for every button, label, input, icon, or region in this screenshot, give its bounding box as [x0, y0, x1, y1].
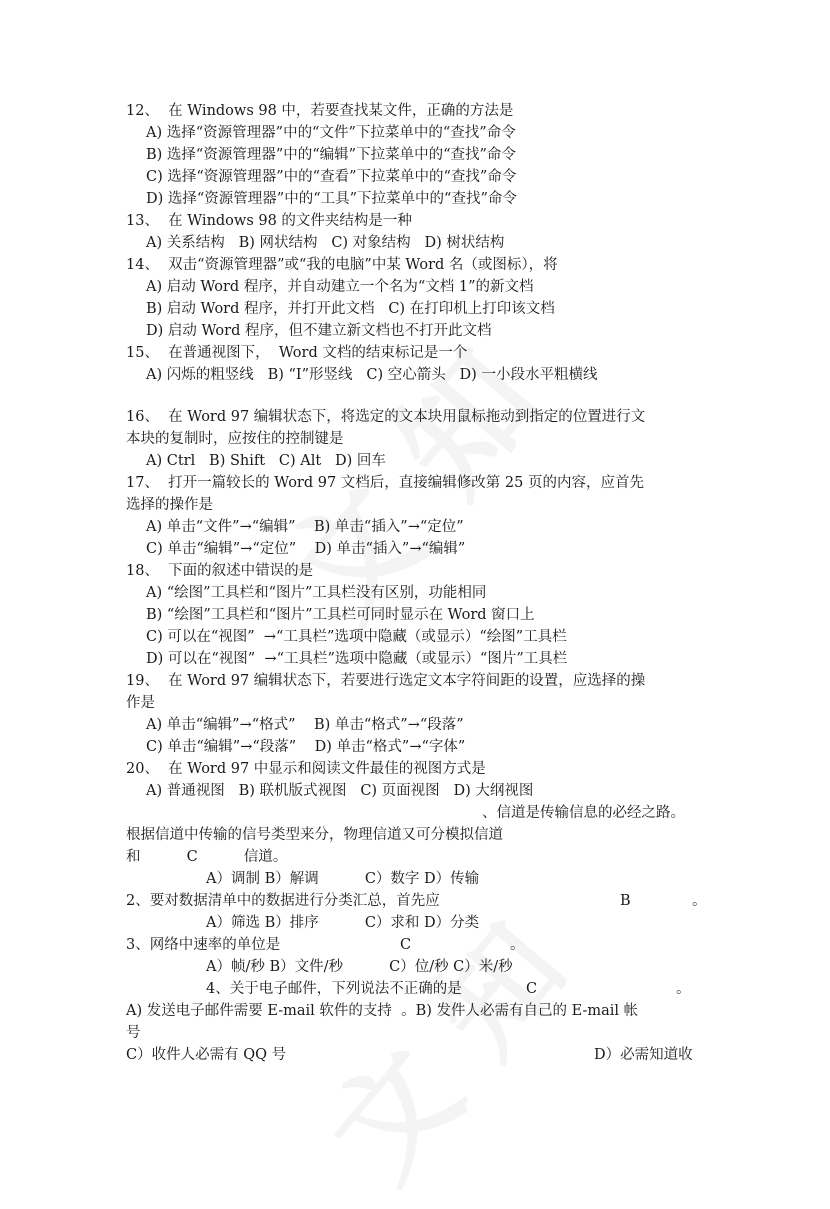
q14-option-a: A) 启动 Word 程序，并自动建立一个名为“文档 1”的新文档: [146, 279, 534, 295]
question-4-answer: C: [526, 981, 538, 997]
q12-option-c: C) 选择“资源管理器”中的“查看”下拉菜单中的“查找”命令: [146, 169, 517, 185]
question-3-period: 。: [510, 937, 525, 953]
q18-option-b: B) “绘图”工具栏和“图片”工具栏可同时显示在 Word 窗口上: [146, 607, 535, 623]
question-4-period: 。: [676, 981, 691, 997]
q1-options: A）调制 B）解调 C）数字 D）传输: [206, 871, 480, 887]
q4-option-c: C）收件人必需有 QQ 号: [126, 1047, 287, 1063]
question-12: 12、 在 Windows 98 中，若要查找某文件，正确的方法是: [126, 103, 514, 119]
question-2-period: 。: [692, 893, 707, 909]
question-17-cont: 选择的操作是: [126, 497, 213, 513]
q12-option-a: A) 选择“资源管理器”中的“文件”下拉菜单中的“查找”命令: [146, 125, 516, 141]
question-17: 17、 打开一篇较长的 Word 97 文档后，直接编辑修改第 25 页的内容，应首先: [126, 475, 644, 491]
question-16: 16、 在 Word 97 编辑状态下，将选定的文本块用鼠标拖动到指定的位置进行文: [126, 409, 646, 425]
question-13: 13、 在 Windows 98 的文件夹结构是一种: [126, 213, 412, 229]
q16-options: A) Ctrl B) Shift C) Alt D) 回车: [146, 453, 386, 469]
question-14: 14、 双击“资源管理器”或“我的电脑”中某 Word 名（或图标），将: [126, 257, 558, 273]
question-2: 2、要对数据清单中的数据进行分类汇总，首先应: [126, 893, 440, 909]
q19-options-ab: A) 单击“编辑”→“格式” B) 单击“格式”→“段落”: [146, 717, 464, 733]
q19-options-cd: C) 单击“编辑”→“段落” D) 单击“格式”→“字体”: [146, 739, 466, 755]
q3-options: A）帧/秒 B）文件/秒 C）位/秒 C）米/秒: [206, 959, 513, 975]
channel-sentence: 、信道是传输信息的必经之路。: [482, 805, 685, 821]
question-4: 4、关于电子邮件，下列说法不正确的是: [206, 981, 462, 997]
question-19: 19、 在 Word 97 编辑状态下，若要进行选定文本字符间距的设置，应选择的操: [126, 673, 646, 689]
channel-sentence-2: 根据信道中传输的信号类型来分，物理信道又可分模拟信道: [126, 827, 503, 843]
q18-option-d: D) 可以在“视图” →“工具栏”选项中隐藏（或显示）“图片”工具栏: [146, 651, 568, 667]
q18-option-c: C) 可以在“视图” →“工具栏”选项中隐藏（或显示）“绘图”工具栏: [146, 629, 567, 645]
q13-options: A) 关系结构 B) 网状结构 C) 对象结构 D) 树状结构: [146, 235, 505, 251]
q18-option-a: A) “绘图”工具栏和“图片”工具栏没有区别，功能相同: [146, 585, 487, 601]
q17-options-ab: A) 单击“文件”→“编辑” B) 单击“插入”→“定位”: [146, 519, 464, 535]
q4-option-d: D）必需知道收: [594, 1047, 693, 1063]
q17-options-cd: C) 单击“编辑”→“定位” D) 单击“插入”→“编辑”: [146, 541, 466, 557]
channel-sentence-3: 和 C 信道。: [126, 849, 288, 865]
q14-option-d: D) 启动 Word 程序，但不建立新文档也不打开此文档: [146, 323, 492, 339]
q12-option-d: D) 选择“资源管理器”中的“工具”下拉菜单中的“查找”命令: [146, 191, 517, 207]
question-19-cont: 作是: [126, 695, 155, 711]
q4-options-ab-cont: 号: [126, 1025, 141, 1041]
q4-options-ab: A) 发送电子邮件需要 E-mail 软件的支持 。B) 发件人必需有自己的 E-mail 帐: [126, 1003, 639, 1019]
question-2-answer: B: [620, 893, 631, 909]
q14-option-bc: B) 启动 Word 程序，并打开此文档 C) 在打印机上打印该文档: [146, 301, 555, 317]
question-15: 15、 在普通视图下， Word 文档的结束标记是一个: [126, 345, 468, 361]
question-16-cont: 本块的复制时，应按住的控制键是: [126, 431, 344, 447]
question-20: 20、 在 Word 97 中显示和阅读文件最佳的视图方式是: [126, 761, 486, 777]
question-3: 3、网络中速率的单位是: [126, 937, 281, 953]
question-3-answer: C: [400, 937, 412, 953]
q12-option-b: B) 选择“资源管理器”中的“编辑”下拉菜单中的“查找”命令: [146, 147, 516, 163]
q15-options: A) 闪烁的粗竖线 B) “I”形竖线 C) 空心箭头 D) 一小段水平粗横线: [146, 367, 598, 383]
q20-options: A) 普通视图 B) 联机版式视图 C) 页面视图 D) 大纲视图: [146, 783, 534, 799]
q2-options: A）筛选 B）排序 C）求和 D）分类: [206, 915, 480, 931]
question-18: 18、 下面的叙述中错误的是: [126, 563, 314, 579]
